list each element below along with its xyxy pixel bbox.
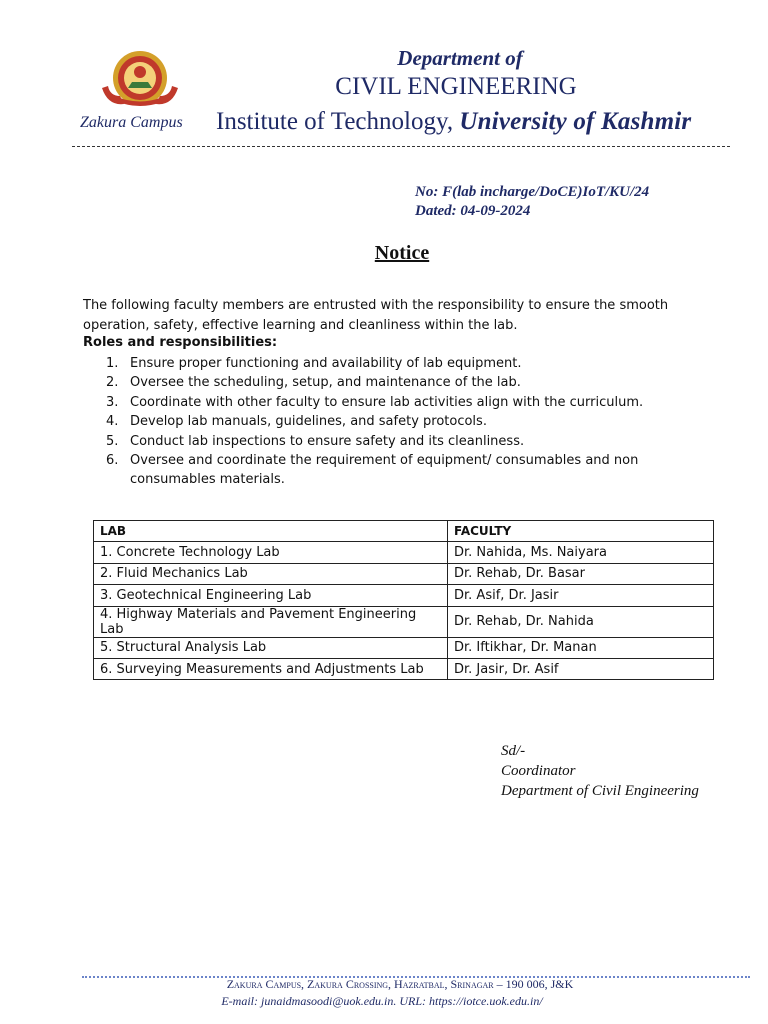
campus-name: Zakura Campus	[80, 114, 183, 131]
reference-block	[415, 183, 649, 221]
university-name: University of Kashmir	[459, 108, 692, 135]
lab-cell: 5. Structural Analysis Lab	[94, 637, 448, 658]
header-divider	[72, 146, 730, 147]
list-number: 4.	[106, 414, 119, 430]
lab-cell: 4. Highway Materials and Pavement Engineering Lab	[94, 606, 448, 637]
roles-heading: Roles and responsibilities:	[83, 335, 278, 350]
notice-intro: The following faculty members are entrusted with the responsibility to ensure the smooth operation, safety, effective learning and cleanliness within the lab.	[83, 298, 669, 333]
list-item	[83, 432, 723, 451]
table-row	[94, 637, 714, 658]
faculty-cell: Dr. Rehab, Dr. Nahida	[448, 606, 714, 637]
faculty-cell: Dr. Asif, Dr. Jasir	[448, 585, 714, 606]
signature-department: Department of Civil Engineering	[501, 783, 699, 799]
footer-address: Zakura Campus, Zakura Crossing, Hazratbal, Srinagar – 190 006, J&K	[226, 977, 574, 991]
list-item	[83, 451, 723, 490]
faculty-cell: Dr. Nahida, Ms. Naiyara	[448, 542, 714, 563]
faculty-cell: Dr. Jasir, Dr. Asif	[448, 658, 714, 679]
signature-sd: Sd/-	[501, 743, 526, 759]
list-text: Develop lab manuals, guidelines, and safety protocols.	[130, 414, 487, 430]
faculty-cell: Dr. Rehab, Dr. Basar	[448, 563, 714, 584]
table-row	[94, 585, 714, 606]
department-name: CIVIL ENGINEERING	[335, 73, 577, 100]
list-item	[83, 412, 723, 431]
list-text: Coordinate with other faculty to ensure lab activities align with the curriculum.	[130, 394, 644, 410]
list-item	[83, 393, 723, 412]
institute-line	[216, 108, 691, 136]
lab-cell: 1. Concrete Technology Lab	[94, 542, 448, 563]
column-header-faculty: FACULTY	[448, 521, 714, 542]
table-header-row	[94, 521, 714, 542]
table-row	[94, 563, 714, 584]
list-number: 1.	[106, 356, 119, 371]
department-of-label: Department of	[397, 46, 523, 70]
list-item	[83, 354, 723, 373]
reference-number: No: F(lab incharge/DoCE)IoT/KU/24	[415, 184, 650, 200]
list-number: 2.	[106, 375, 119, 391]
list-text: Conduct lab inspections to ensure safety and its cleanliness.	[130, 433, 525, 449]
reference-date: Dated: 04-09-2024	[415, 203, 531, 219]
lab-faculty-table	[93, 520, 714, 680]
lab-cell: 6. Surveying Measurements and Adjustments Lab	[94, 658, 448, 679]
roles-list	[83, 354, 723, 490]
signature-block	[501, 741, 699, 801]
list-text: Oversee and coordinate the requirement of equipment/ consumables and non consumables materials.	[130, 453, 639, 488]
footer-contact: E-mail: junaidmasoodi@uok.edu.in. URL: https://iotce.uok.edu.in/	[221, 994, 543, 1008]
institute-name: Institute of Technology,	[216, 108, 454, 135]
list-text: Ensure proper functioning and availability of lab equipment.	[130, 356, 522, 371]
column-header-lab: LAB	[94, 521, 448, 542]
list-number: 5.	[106, 433, 119, 449]
notice-title: Notice	[374, 242, 430, 264]
list-number: 6.	[106, 453, 119, 469]
faculty-cell: Dr. Iftikhar, Dr. Manan	[448, 637, 714, 658]
signature-title: Coordinator	[501, 763, 576, 779]
lab-cell: 2. Fluid Mechanics Lab	[94, 563, 448, 584]
table-row	[94, 606, 714, 637]
list-text: Oversee the scheduling, setup, and maintenance of the lab.	[130, 375, 521, 391]
list-number: 3.	[106, 394, 119, 410]
table-row	[94, 542, 714, 563]
list-item	[83, 373, 723, 392]
lab-cell: 3. Geotechnical Engineering Lab	[94, 585, 448, 606]
table-row	[94, 658, 714, 679]
